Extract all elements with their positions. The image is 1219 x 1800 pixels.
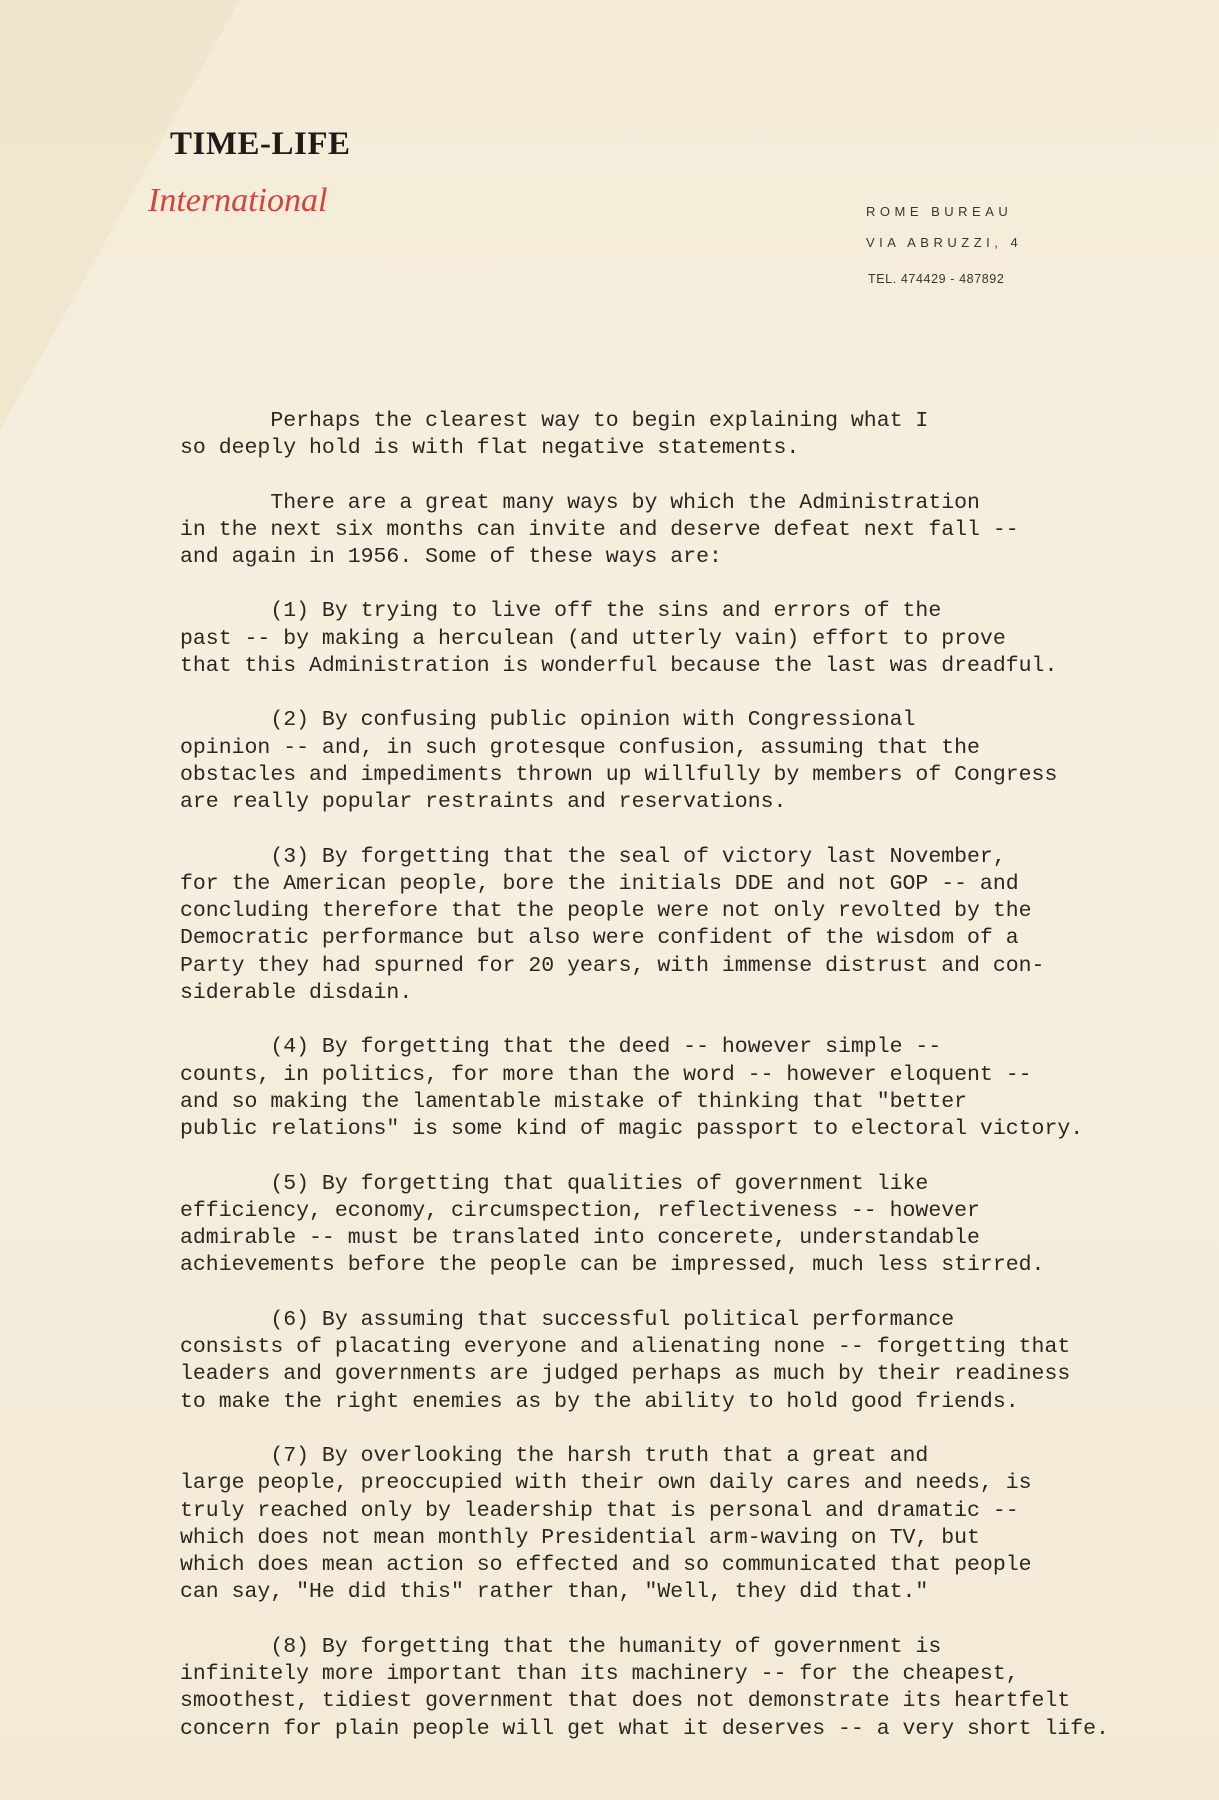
text-line: can say, "He did this" rather than, "Well, they did that." <box>180 1580 929 1605</box>
text-line: Democratic performance but also were confident of the wisdom of a <box>180 926 1019 951</box>
paragraph <box>180 1307 1170 1416</box>
paragraph <box>180 707 1170 816</box>
text-line: achievements before the people can be impressed, much less stirred. <box>180 1253 1045 1278</box>
text-line: smoothest, tidiest government that does not demonstrate its heartfelt <box>180 1689 1071 1714</box>
letterhead-brand: TIME-LIFE <box>170 126 351 162</box>
bureau-address <box>866 196 1022 258</box>
paragraph <box>180 1634 1170 1743</box>
text-line: that this Administration is wonderful because the last was dreadful. <box>180 654 1058 679</box>
text-line: obstacles and impediments thrown up willfully by members of Congress <box>180 762 1058 787</box>
text-line: to make the right enemies as by the ability to hold good friends. <box>180 1389 1019 1414</box>
text-line: consists of placating everyone and alienating none -- forgetting that <box>180 1335 1071 1360</box>
paragraph <box>180 1171 1170 1280</box>
text-line: and again in 1956. Some of these ways are: <box>180 545 722 570</box>
text-line: past -- by making a herculean (and utterly vain) effort to prove <box>180 626 1006 651</box>
text-line: which does not mean monthly Presidential arm-waving on TV, but <box>180 1525 980 1550</box>
paragraph <box>180 408 1170 463</box>
telephone-numbers: TEL. 474429 - 487892 <box>868 272 1005 286</box>
text-line: (7) By overlooking the harsh truth that a great and <box>180 1443 929 1468</box>
paragraph <box>180 1034 1170 1143</box>
address-line-2: VIA ABRUZZI, 4 <box>866 235 1023 250</box>
text-line: efficiency, economy, circumspection, reflectiveness -- however <box>180 1198 980 1223</box>
text-line: (1) By trying to live off the sins and errors of the <box>180 599 942 624</box>
text-line: Perhaps the clearest way to begin explaining what I <box>180 409 929 433</box>
text-line: concluding therefore that the people were not only revolted by the <box>180 899 1032 924</box>
text-line: opinion -- and, in such grotesque confusion, assuming that the <box>180 735 980 760</box>
address-line-1: ROME BUREAU <box>866 204 1013 219</box>
text-line: so deeply hold is with flat negative statements. <box>180 436 800 461</box>
text-line: admirable -- must be translated into concerete, understandable <box>180 1226 980 1251</box>
text-line: which does mean action so effected and so communicated that people <box>180 1553 1032 1578</box>
paragraph <box>180 1443 1170 1607</box>
text-line: Party they had spurned for 20 years, with immense distrust and con- <box>180 953 1045 978</box>
text-line: counts, in politics, for more than the word -- however eloquent -- <box>180 1062 1032 1087</box>
text-line: infinitely more important than its machinery -- for the cheapest, <box>180 1661 1019 1686</box>
paragraph <box>180 598 1170 680</box>
text-line: public relations" is some kind of magic passport to electoral victory. <box>180 1117 1084 1142</box>
text-line: (4) By forgetting that the deed -- however simple -- <box>180 1035 942 1060</box>
text-line: There are a great many ways by which the Administration <box>180 490 980 515</box>
text-line: (6) By assuming that successful political performance <box>180 1307 955 1332</box>
paragraph <box>180 844 1170 1008</box>
letter-body <box>180 408 1170 1770</box>
text-line: are really popular restraints and reservations. <box>180 790 787 815</box>
text-line: concern for plain people will get what it deserves -- a very short life. <box>180 1716 1109 1741</box>
text-line: truly reached only by leadership that is personal and dramatic -- <box>180 1498 1019 1523</box>
text-line: (3) By forgetting that the seal of victory last November, <box>180 844 1006 869</box>
text-line: leaders and governments are judged perhaps as much by their readiness <box>180 1362 1071 1387</box>
letterhead-subbrand: International <box>148 182 328 219</box>
text-line: and so making the lamentable mistake of thinking that "better <box>180 1089 968 1114</box>
text-line: for the American people, bore the initials DDE and not GOP -- and <box>180 871 1019 896</box>
text-line: (5) By forgetting that qualities of government like <box>180 1171 929 1196</box>
text-line: in the next six months can invite and deserve defeat next fall -- <box>180 517 1019 542</box>
text-line: large people, preoccupied with their own daily cares and needs, is <box>180 1471 1032 1496</box>
text-line: (8) By forgetting that the humanity of government is <box>180 1634 942 1659</box>
text-line: (2) By confusing public opinion with Congressional <box>180 708 916 733</box>
paragraph <box>180 490 1170 572</box>
text-line: siderable disdain. <box>180 981 413 1006</box>
